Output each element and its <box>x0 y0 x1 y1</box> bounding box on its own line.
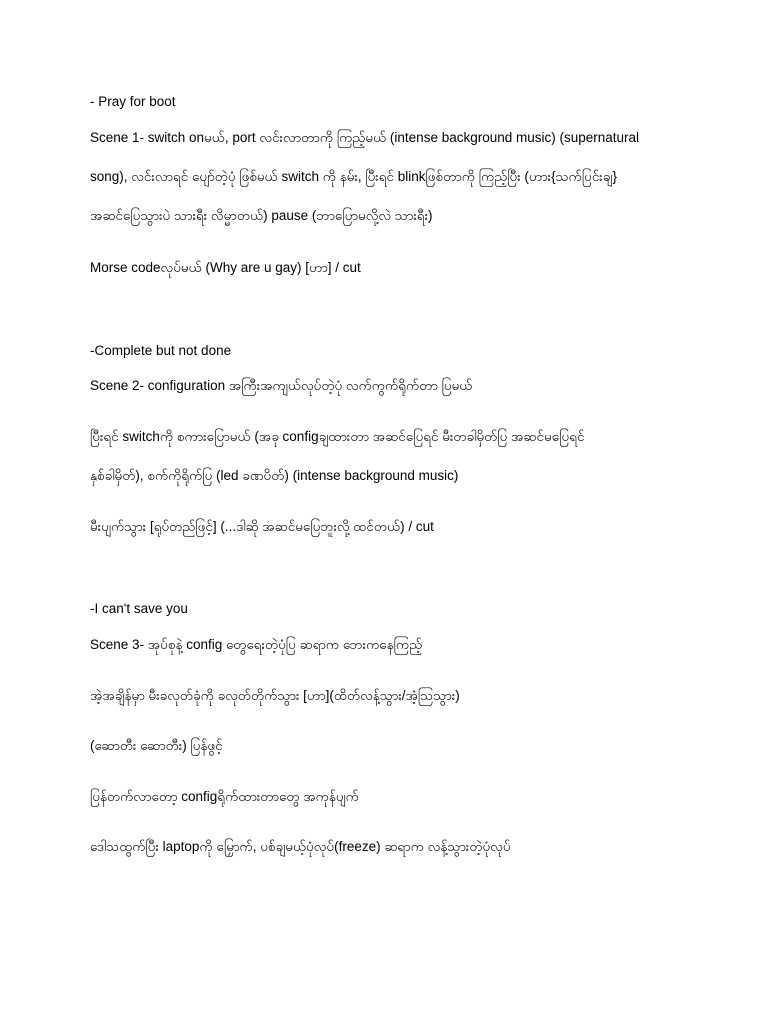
scene-2-line-2: ပြီးရင် switchကို စကားပြောမယ် (အခု configချထားတာ အဆင်ပြေရင် မီးတခါမှိတ်ပြ အဆင်မပြေရင် <box>90 429 585 444</box>
scene-1-line-4: Morse codeလုပ်မယ် (Why are u gay) [ဟာ] / cut <box>90 260 361 275</box>
scene-3-line-2: အဲ့အချိန်မှာ မီးခလုတ်ခုံကို ခလုတ်တိုက်သွား [ဟာ](ထိတ်လန့်သွား/အံ့သြသွား) <box>90 688 460 703</box>
scene-3-line-4: ပြန်တက်လာတော့ configရိုက်ထားတာတွေ အကုန်ပျက် <box>90 789 359 804</box>
section-heading-2: -Complete but not done <box>90 343 232 358</box>
scene-3-line-1: Scene 3- အုပ်စုနဲ့ config တွေရေးတဲ့ပုံပြ ဆရာက ဘေးကနေကြည့် <box>90 637 423 652</box>
section-heading-1: - Pray for boot <box>90 94 176 109</box>
scene-1-line-2: song), လင်းလာရင် ပျော်တဲ့ပုံ ဖြစ်မယ် switch ကို နမ်း, ပြီးရင် blinkဖြစ်တာကို ကြည့်ပြီး (ဟား{သက်ပြင်းချ} <box>90 169 617 184</box>
scene-1-line-3: အဆင်ပြေသွားပဲ သားရီး လိမ္မာတယ်) pause (ဘာပြောမလို့လဲ သားရီး) <box>90 208 433 223</box>
scene-3-line-3: (ဆောတီး ဆောတီး) ပြန်ဖွင့် <box>90 738 223 753</box>
scene-2-line-3: နှစ်ခါမှိတ်), စက်ကိုရိုက်ပြ (led ခဏပိတ်) (intense background music) <box>90 468 459 483</box>
section-heading-3: -I can't save you <box>90 601 188 616</box>
scene-3-line-5: ဒေါသထွက်ပြီး laptopကို မြှောက်, ပစ်ချမယ့်ပုံလုပ်(freeze) ဆရာက လန့်သွားတဲ့ပုံလုပ် <box>90 839 511 854</box>
scene-2-line-1: Scene 2- configuration အကြီးအကျယ်လုပ်တဲ့ပုံ လက်ကွက်ရိုက်တာ ပြမယ် <box>90 378 473 393</box>
scene-2-line-4: မီးပျက်သွား [ရုပ်တည်ဖြင့်] (...ဒါဆို အဆင်မပြေဘူးလို့ ထင်တယ်) / cut <box>90 519 434 534</box>
document-page <box>90 0 690 1024</box>
scene-1-line-1: Scene 1- switch onမယ်, port လင်းလာတာကို ကြည့်မယ် (intense background music) (supernatural <box>90 130 640 145</box>
